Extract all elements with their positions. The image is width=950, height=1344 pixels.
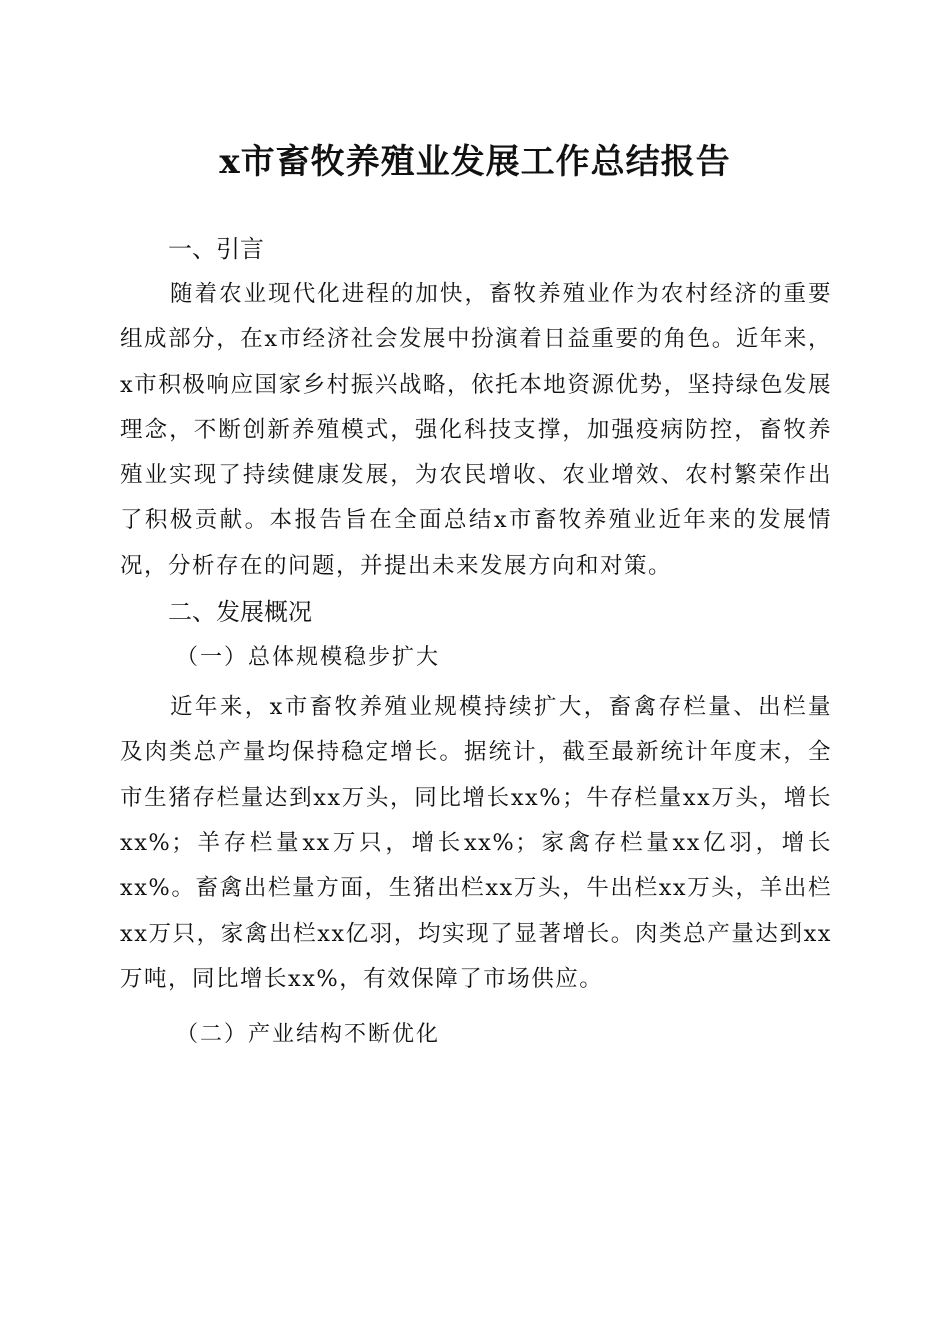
section-heading-introduction: 一、引言: [168, 235, 264, 263]
document-body: [120, 226, 832, 1058]
scale-paragraph: 近年来，x市畜牧养殖业规模持续扩大，畜禽存栏量、出栏量及肉类总产量均保持稳定增长。据统计，截至最新统计年度末，全市生猪存栏量达到xx万头，同比增长xx%；牛存栏量xx万头，增长xx%；羊存栏量xx万只，增长xx%；家禽存栏量xx亿羽，增长xx%。畜禽出栏量方面，生猪出栏xx万头，牛出栏xx万头，羊出栏xx万只，家禽出栏xx亿羽，均实现了显著增长。肉类总产量达到xx万吨，同比增长xx%，有效保障了市场供应。: [120, 694, 832, 992]
subsection-heading-structure: （二）产业结构不断优化: [176, 1022, 441, 1048]
section-heading-overview: 二、发展概况: [168, 598, 312, 627]
document-title: x市畜牧养殖业发展工作总结报告: [219, 142, 731, 182]
subsection-heading-scale: （一）总体规模稳步扩大: [176, 645, 441, 671]
introduction-paragraph: 随着农业现代化进程的加快，畜牧养殖业作为农村经济的重要组成部分，在x市经济社会发展中扮演着日益重要的角色。近年来，x市积极响应国家乡村振兴战略，依托本地资源优势，坚持绿色发展理念，不断创新养殖模式，强化科技支撑，加强疫病防控，畜牧养殖业实现了持续健康发展，为农民增收、农业增效、农村繁荣作出了积极贡献。本报告旨在全面总结x市畜牧养殖业近年来的发展情况，分析存在的问题，并提出未来发展方向和对策。: [120, 281, 832, 579]
